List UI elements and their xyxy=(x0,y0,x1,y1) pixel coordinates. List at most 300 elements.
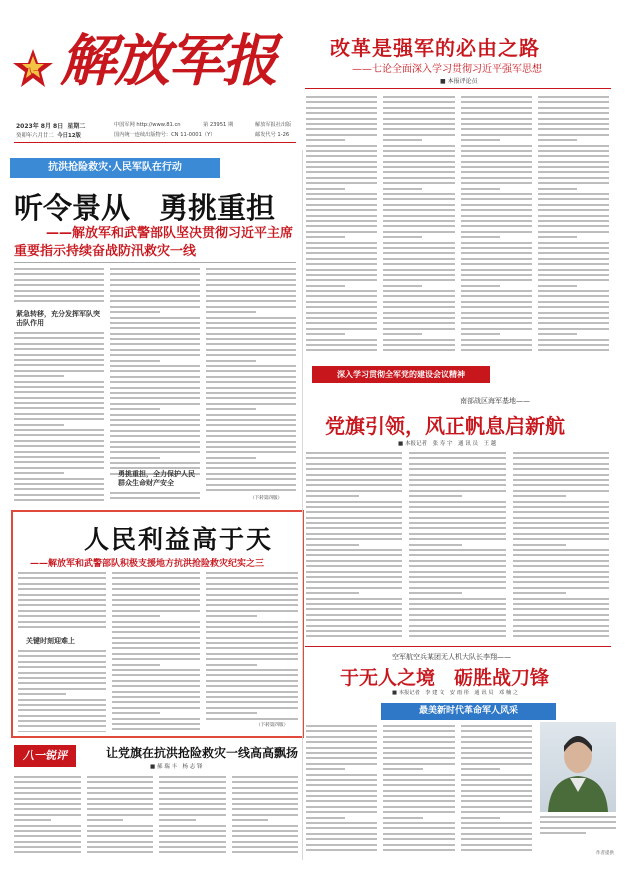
text-line xyxy=(306,635,402,637)
text-line xyxy=(383,312,454,314)
text-line xyxy=(461,215,532,217)
text-line xyxy=(461,328,532,330)
text-line xyxy=(306,554,402,556)
text-line xyxy=(206,712,257,714)
text-line xyxy=(206,360,256,362)
pilot-photo-illustration xyxy=(540,722,616,812)
editorial-title: 改革是强军的必由之路 xyxy=(330,36,540,60)
people-col-1b xyxy=(18,650,106,732)
text-line xyxy=(14,332,104,334)
text-line xyxy=(110,403,200,405)
text-line xyxy=(206,626,298,628)
text-line xyxy=(206,467,296,469)
text-line xyxy=(110,446,200,448)
party-body xyxy=(306,452,609,642)
text-line xyxy=(306,193,377,195)
text-line xyxy=(513,474,609,476)
text-line xyxy=(306,220,377,222)
text-line xyxy=(383,285,422,287)
text-line xyxy=(206,653,298,655)
text-line xyxy=(14,781,81,783)
text-line xyxy=(306,511,402,513)
text-line xyxy=(112,642,200,644)
text-line xyxy=(383,118,454,120)
text-line xyxy=(538,155,609,157)
text-column xyxy=(306,725,377,855)
text-line xyxy=(461,258,532,260)
text-line xyxy=(513,592,566,594)
text-line xyxy=(383,725,454,727)
text-line xyxy=(306,328,377,330)
text-column xyxy=(461,725,532,855)
text-line xyxy=(461,322,532,324)
text-line xyxy=(110,397,200,399)
text-line xyxy=(110,327,200,329)
text-line xyxy=(112,615,160,617)
website-url: 中国军网 http://www.81.cn xyxy=(114,122,181,128)
text-line xyxy=(461,269,532,271)
text-line xyxy=(461,182,532,184)
text-line xyxy=(461,96,532,98)
text-line xyxy=(14,787,81,789)
text-line xyxy=(18,677,106,679)
text-line xyxy=(159,776,226,778)
text-line xyxy=(14,370,104,372)
text-line xyxy=(383,333,422,335)
text-line xyxy=(206,268,296,270)
text-line xyxy=(14,337,104,339)
text-line xyxy=(383,763,454,765)
text-line xyxy=(461,220,532,222)
edition-count: 今日12版 xyxy=(57,133,81,139)
text-line xyxy=(461,838,532,840)
text-line xyxy=(306,490,402,492)
text-line xyxy=(206,642,298,644)
text-line xyxy=(14,792,81,794)
text-line xyxy=(306,349,377,351)
text-line xyxy=(306,806,377,808)
svg-text:八一: 八一 xyxy=(25,67,41,76)
text-line xyxy=(14,429,104,431)
text-line xyxy=(159,787,226,789)
text-line xyxy=(461,118,532,120)
text-line xyxy=(383,242,454,244)
text-line xyxy=(112,664,160,666)
text-line xyxy=(14,424,64,426)
text-line xyxy=(206,408,256,410)
text-line xyxy=(206,604,298,606)
text-line xyxy=(110,370,200,372)
text-line xyxy=(409,565,505,567)
text-line xyxy=(112,691,200,693)
text-line xyxy=(110,349,200,351)
text-line xyxy=(461,757,532,759)
text-line xyxy=(14,397,104,399)
text-line xyxy=(306,484,402,486)
text-line xyxy=(206,414,296,416)
text-line xyxy=(409,452,505,454)
text-line xyxy=(513,619,609,621)
text-line xyxy=(159,830,226,832)
text-line xyxy=(206,680,298,682)
text-line xyxy=(14,808,81,810)
text-line xyxy=(461,306,532,308)
text-line xyxy=(461,128,532,130)
text-line xyxy=(110,322,200,324)
text-line xyxy=(14,461,104,463)
text-line xyxy=(110,306,200,308)
text-line xyxy=(306,625,402,627)
text-line xyxy=(409,549,505,551)
people-title: 人民利益高于天 xyxy=(84,525,274,554)
text-line xyxy=(409,630,505,632)
text-line xyxy=(461,231,532,233)
text-line xyxy=(87,798,154,800)
text-line xyxy=(306,560,402,562)
text-line xyxy=(206,284,296,286)
text-line xyxy=(538,274,609,276)
text-line xyxy=(538,312,609,314)
text-line xyxy=(409,587,505,589)
text-line xyxy=(306,506,402,508)
text-line xyxy=(383,204,454,206)
text-line xyxy=(306,182,377,184)
text-line xyxy=(206,279,296,281)
text-line xyxy=(112,610,200,612)
text-line xyxy=(538,279,609,281)
text-line xyxy=(306,188,345,190)
text-line xyxy=(87,819,124,821)
text-line xyxy=(513,533,609,535)
text-line xyxy=(14,851,81,853)
text-line xyxy=(206,583,298,585)
text-line xyxy=(112,696,200,698)
text-line xyxy=(14,488,104,490)
publisher: 解放军报社出版 xyxy=(255,122,292,128)
spirit-banner-text: 深入学习贯彻全军党的建设会议精神 xyxy=(337,370,465,379)
text-line xyxy=(383,161,454,163)
text-line xyxy=(383,220,454,222)
text-line xyxy=(461,139,500,141)
text-line xyxy=(110,284,200,286)
text-line xyxy=(306,822,377,824)
lead-rule xyxy=(14,262,296,263)
text-line xyxy=(513,490,609,492)
text-line xyxy=(87,851,154,853)
text-line xyxy=(383,225,454,227)
text-line xyxy=(110,414,200,416)
text-line xyxy=(14,814,81,816)
text-line xyxy=(87,803,154,805)
text-line xyxy=(112,701,200,703)
text-line xyxy=(206,349,296,351)
text-line xyxy=(461,171,532,173)
text-line xyxy=(306,258,377,260)
text-line xyxy=(14,825,81,827)
text-line xyxy=(409,457,505,459)
text-line xyxy=(538,198,609,200)
text-line xyxy=(383,328,454,330)
commentary-title: 让党旗在抗洪抢险救灾一线高高飘扬 xyxy=(106,746,299,760)
text-line xyxy=(538,96,609,98)
text-line xyxy=(110,441,200,443)
text-line xyxy=(383,171,454,173)
text-line xyxy=(112,723,200,725)
text-line xyxy=(538,306,609,308)
text-line xyxy=(461,741,532,743)
people-col-2 xyxy=(112,572,200,732)
text-line xyxy=(383,145,454,147)
text-line xyxy=(206,451,296,453)
text-line xyxy=(306,495,359,497)
text-column xyxy=(87,776,154,856)
text-column xyxy=(383,96,454,358)
text-line xyxy=(306,527,402,529)
text-line xyxy=(87,792,154,794)
text-line xyxy=(409,581,505,583)
text-line xyxy=(232,825,299,827)
drone-body xyxy=(306,725,532,855)
text-line xyxy=(110,408,160,410)
text-line xyxy=(232,781,299,783)
text-line xyxy=(461,817,500,819)
text-column xyxy=(513,452,609,642)
text-line xyxy=(383,752,454,754)
text-line xyxy=(306,598,402,600)
text-line xyxy=(461,736,532,738)
text-line xyxy=(159,798,226,800)
text-line xyxy=(110,343,200,345)
text-line xyxy=(513,522,609,524)
portrait-caption-lines xyxy=(540,816,616,846)
text-line xyxy=(306,231,377,233)
text-line xyxy=(461,725,532,727)
text-line xyxy=(206,484,296,486)
text-line xyxy=(18,666,106,668)
text-line xyxy=(461,107,532,109)
text-line xyxy=(538,107,609,109)
text-line xyxy=(306,522,402,524)
text-line xyxy=(87,808,154,810)
text-line xyxy=(232,792,299,794)
text-line xyxy=(306,145,377,147)
text-line xyxy=(206,311,256,313)
text-line xyxy=(206,430,296,432)
text-line xyxy=(206,403,296,405)
text-line xyxy=(306,312,377,314)
text-line xyxy=(383,827,454,829)
text-line xyxy=(306,838,377,840)
text-line xyxy=(513,457,609,459)
lead-col-2 xyxy=(110,268,200,478)
text-line xyxy=(383,123,454,125)
text-line xyxy=(538,295,609,297)
text-line xyxy=(383,849,454,851)
text-line xyxy=(306,811,377,813)
editorial-subtitle: ——七论全面深入学习贯彻习近平强军思想 xyxy=(352,64,542,75)
text-line xyxy=(461,177,532,179)
text-line xyxy=(232,798,299,800)
text-line xyxy=(87,841,154,843)
text-line xyxy=(87,781,154,783)
text-line xyxy=(538,204,609,206)
text-line xyxy=(461,188,500,190)
text-line xyxy=(461,279,532,281)
text-line xyxy=(14,418,104,420)
text-line xyxy=(206,376,296,378)
commentary-body xyxy=(14,776,298,856)
people-subhead: 关键时刻迎难上 xyxy=(26,637,75,645)
text-line xyxy=(110,451,200,453)
people-subtitle: ——解放军和武警部队积极支援地方抗洪抢险救灾纪实之三 xyxy=(30,559,265,569)
text-line xyxy=(206,707,298,709)
text-line xyxy=(18,661,106,663)
text-line xyxy=(513,625,609,627)
text-line xyxy=(159,835,226,837)
text-line xyxy=(306,581,402,583)
text-line xyxy=(14,343,104,345)
text-line xyxy=(87,825,154,827)
text-line xyxy=(383,274,454,276)
commentary-byline: ■ 郝 瑞 丰 杨 志 锋 xyxy=(150,764,203,770)
lead-col-1b xyxy=(14,332,104,502)
text-line xyxy=(306,817,345,819)
text-line xyxy=(383,231,454,233)
text-line xyxy=(206,718,298,720)
text-line xyxy=(538,225,609,227)
text-line xyxy=(409,463,505,465)
text-line xyxy=(14,364,104,366)
text-line xyxy=(306,166,377,168)
text-line xyxy=(538,290,609,292)
text-line xyxy=(538,252,609,254)
text-line xyxy=(206,327,296,329)
text-line xyxy=(538,247,609,249)
text-line xyxy=(206,290,296,292)
text-line xyxy=(461,301,532,303)
text-line xyxy=(461,236,500,238)
text-line xyxy=(306,269,377,271)
text-line xyxy=(18,672,106,674)
text-line xyxy=(112,631,200,633)
text-line xyxy=(409,619,505,621)
text-line xyxy=(110,376,200,378)
text-line xyxy=(306,790,377,792)
text-line xyxy=(383,730,454,732)
text-line xyxy=(513,501,609,503)
weekday: 星期二 xyxy=(67,123,86,130)
text-line xyxy=(383,295,454,297)
text-line xyxy=(461,795,532,797)
text-line xyxy=(206,397,296,399)
text-line xyxy=(206,572,298,574)
text-line xyxy=(306,833,377,835)
text-line xyxy=(18,704,106,706)
text-line xyxy=(206,322,296,324)
text-line xyxy=(461,312,532,314)
text-line xyxy=(112,621,200,623)
text-line xyxy=(306,501,402,503)
text-line xyxy=(306,768,345,770)
text-line xyxy=(306,247,377,249)
text-line xyxy=(112,712,160,714)
text-line xyxy=(206,647,298,649)
text-line xyxy=(409,576,505,578)
text-line xyxy=(87,776,154,778)
text-line xyxy=(14,354,104,356)
text-line xyxy=(112,674,200,676)
army-star-emblem xyxy=(12,48,54,90)
text-line xyxy=(306,333,345,335)
text-line xyxy=(538,166,609,168)
date: 2023年 8月 8日 xyxy=(16,123,64,130)
text-line xyxy=(538,242,609,244)
text-line xyxy=(306,479,402,481)
text-line xyxy=(461,274,532,276)
text-line xyxy=(461,339,532,341)
text-line xyxy=(461,209,532,211)
text-column xyxy=(461,96,532,358)
text-line xyxy=(513,576,609,578)
text-line xyxy=(409,517,505,519)
text-line xyxy=(383,306,454,308)
text-line xyxy=(206,577,298,579)
text-line xyxy=(306,619,402,621)
text-line xyxy=(461,285,500,287)
text-line xyxy=(206,295,296,297)
text-line xyxy=(409,625,505,627)
text-line xyxy=(18,650,106,652)
text-line xyxy=(232,808,299,810)
text-line xyxy=(306,517,402,519)
text-line xyxy=(538,150,609,152)
text-line xyxy=(206,696,298,698)
text-line xyxy=(110,457,160,459)
text-line xyxy=(383,800,454,802)
text-line xyxy=(513,452,609,454)
text-line xyxy=(538,349,609,351)
text-line xyxy=(206,441,296,443)
text-line xyxy=(306,344,377,346)
text-line xyxy=(206,365,296,367)
lead-title: 听令景从 勇挑重担 xyxy=(14,191,276,225)
text-line xyxy=(383,317,454,319)
lead-subtitle-2: 重要指示持续奋战防汛救灾一线 xyxy=(14,244,197,259)
text-line xyxy=(112,577,200,579)
text-line xyxy=(306,630,402,632)
text-column xyxy=(159,776,226,856)
text-line xyxy=(306,763,377,765)
website xyxy=(114,121,181,128)
text-line xyxy=(383,150,454,152)
text-line xyxy=(461,134,532,136)
text-line xyxy=(18,720,106,722)
text-line xyxy=(159,819,196,821)
text-line xyxy=(383,269,454,271)
text-line xyxy=(206,478,296,480)
text-line xyxy=(14,472,64,474)
text-line xyxy=(538,193,609,195)
text-line xyxy=(159,792,226,794)
text-line xyxy=(110,273,200,275)
text-line xyxy=(383,258,454,260)
text-line xyxy=(306,215,377,217)
text-line xyxy=(538,128,609,130)
text-line xyxy=(14,381,104,383)
text-line xyxy=(461,827,532,829)
text-line xyxy=(409,592,462,594)
text-line xyxy=(232,851,299,853)
